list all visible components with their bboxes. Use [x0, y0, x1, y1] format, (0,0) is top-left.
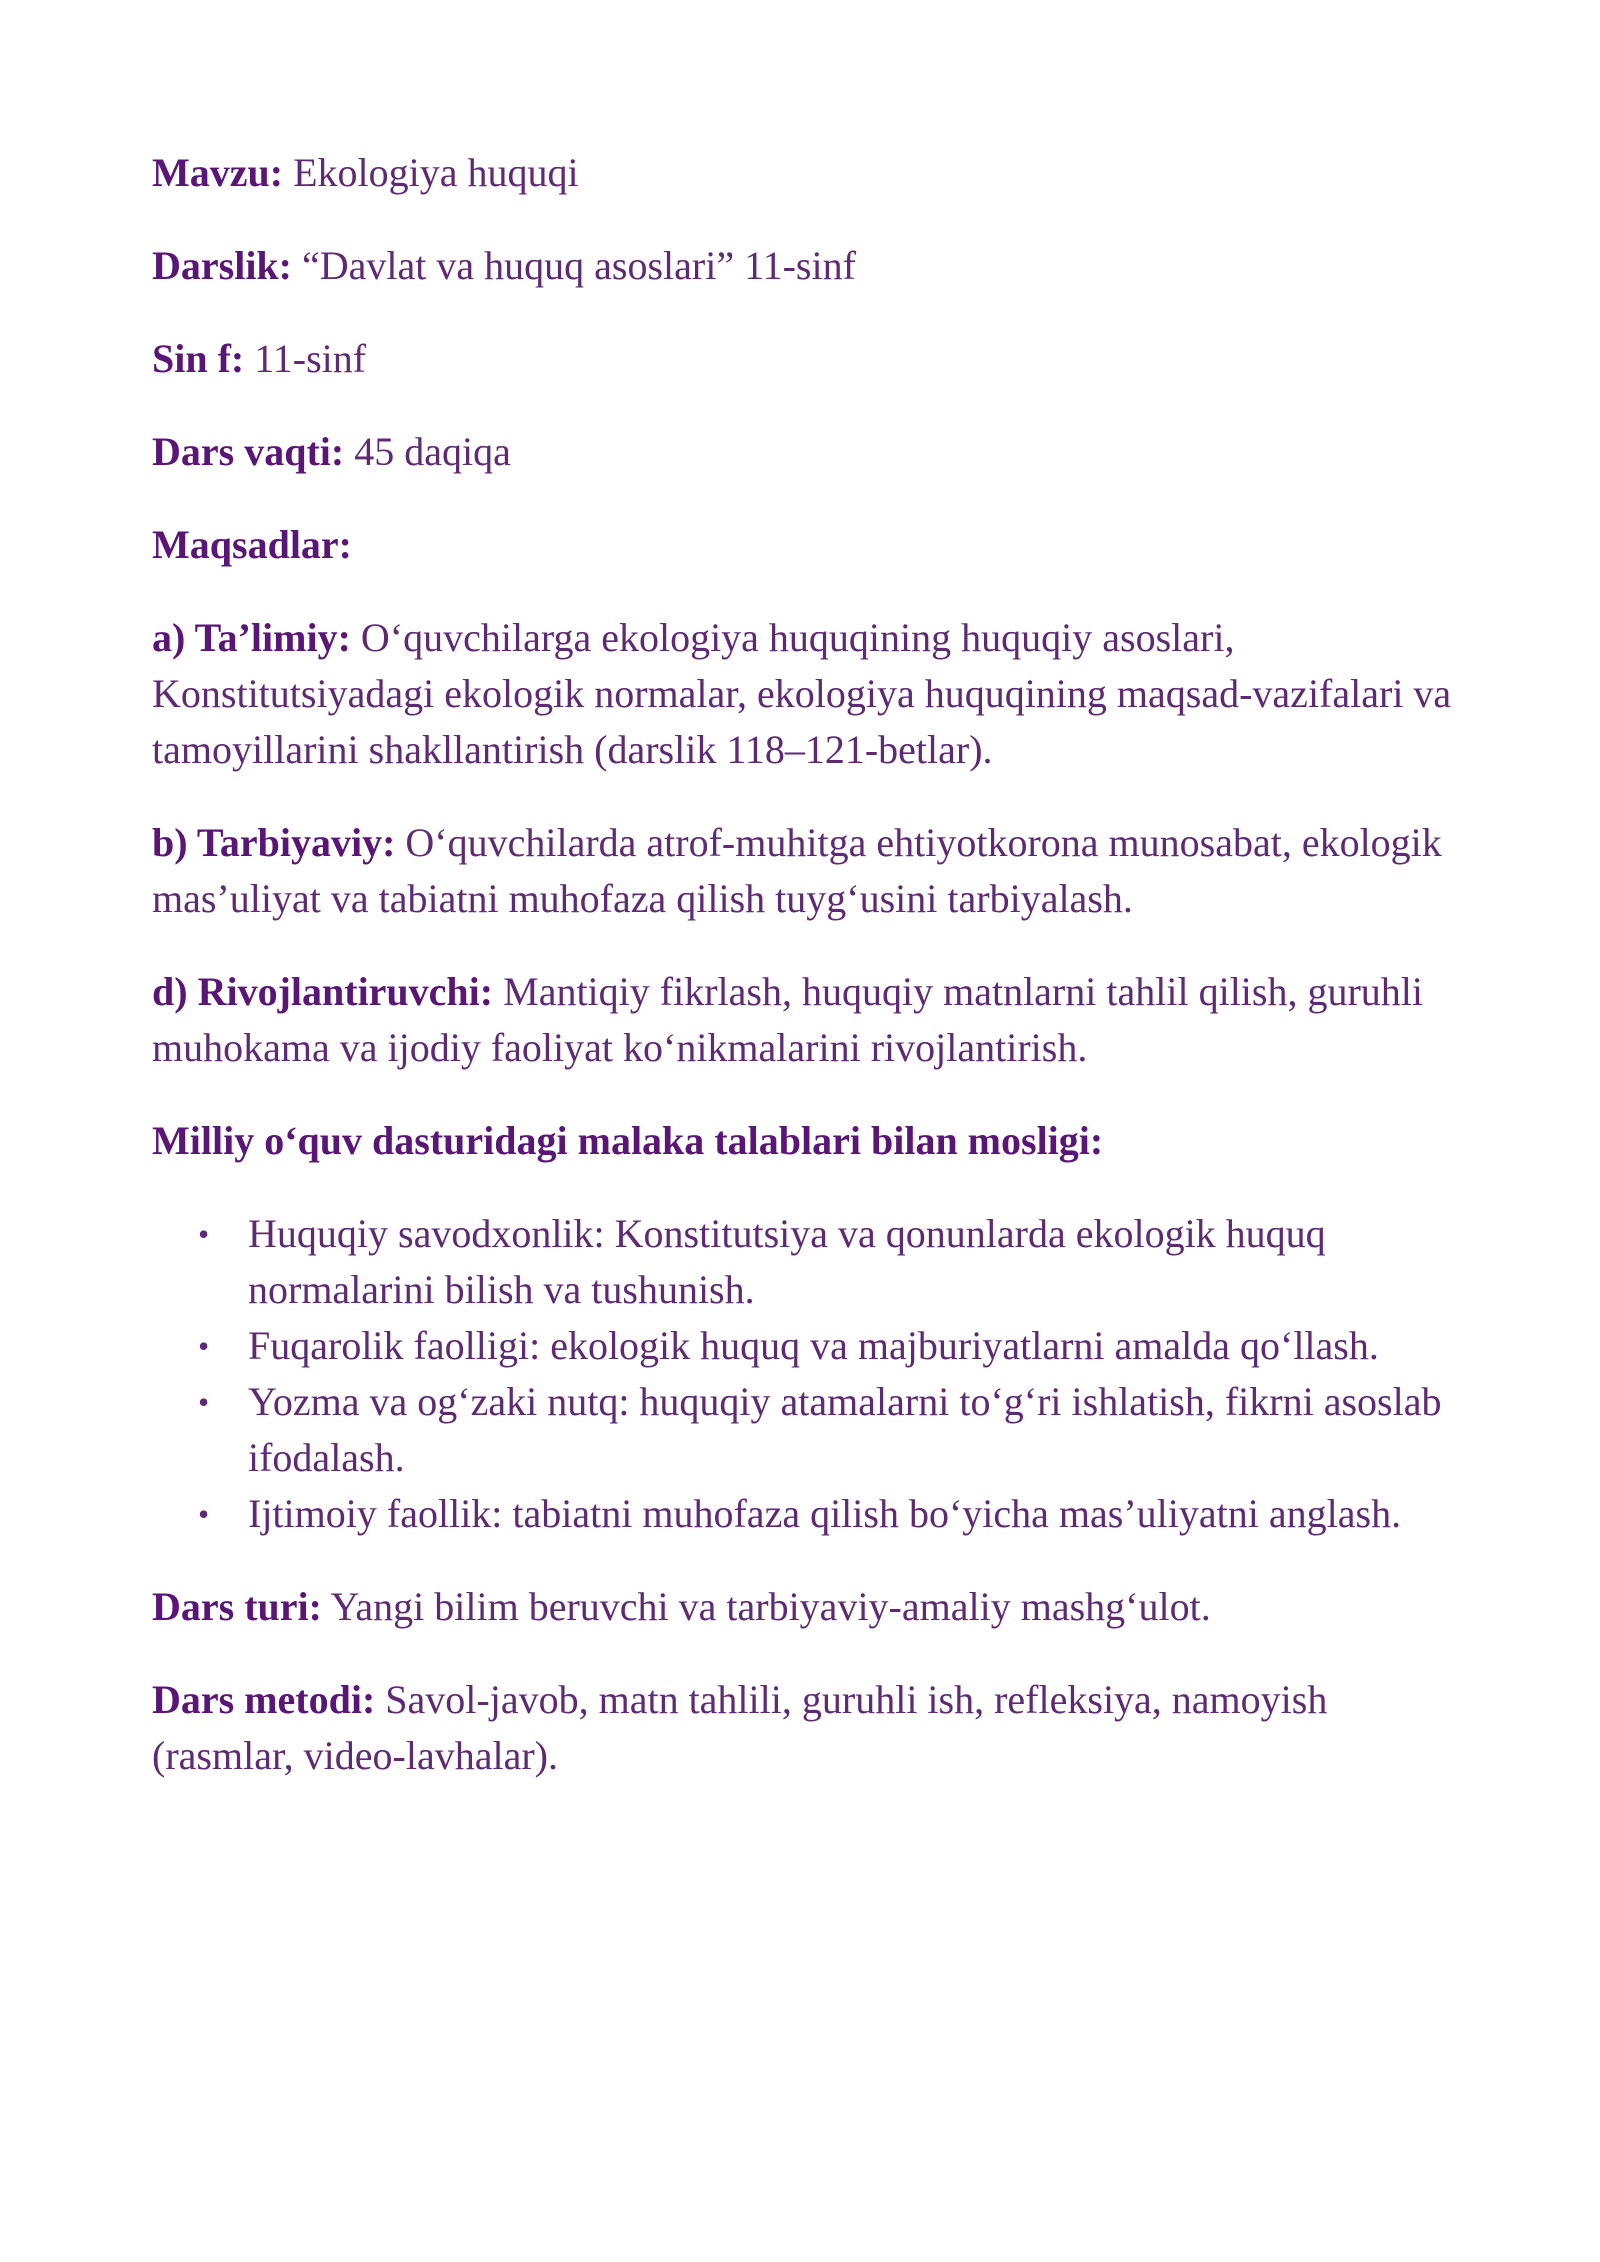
goal-rivojlantiruvchi	[152, 964, 1452, 1076]
document-page	[152, 145, 1452, 1821]
goal-tarbiyaviy-label: b) Tarbiyaviy:	[152, 820, 396, 865]
goal-tarbiyaviy	[152, 815, 1452, 927]
mavzu-line	[152, 145, 1452, 201]
dars-turi-label: Dars turi:	[152, 1584, 322, 1629]
list-item	[152, 1206, 1452, 1318]
mavzu-label: Mavzu:	[152, 150, 284, 195]
dars-vaqti-value: 45 daqiqa	[344, 429, 511, 474]
sinf-line	[152, 331, 1452, 387]
goal-rivojlantiruvchi-label: d) Rivojlantiruvchi:	[152, 969, 494, 1014]
dars-vaqti-line	[152, 424, 1452, 480]
sinf-value: 11-sinf	[244, 336, 367, 381]
list-item-text: Ijtimoiy faollik: tabiatni muhofaza qilish bo‘yicha mas’uliyatni anglash.	[248, 1491, 1402, 1536]
goal-rivojlantiruvchi-text: Mantiqiy fikrlash, huquqiy matnlarni tahlil qilish, guruhli muhokama va ijodiy faoliyat ko‘nikmalarini rivojlantirish.	[152, 969, 1424, 1070]
competency-list	[152, 1206, 1452, 1542]
bullet-icon: •	[198, 1216, 210, 1252]
darslik-value: “Davlat va huquq asoslari” 11-sinf	[292, 243, 856, 288]
bullet-icon: •	[198, 1384, 210, 1420]
darslik-line	[152, 238, 1452, 294]
darslik-label: Darslik:	[152, 243, 292, 288]
list-item-text: Fuqarolik faolligi: ekologik huquq va majburiyatlarni amalda qo‘llash.	[248, 1323, 1379, 1368]
dars-metodi-line	[152, 1672, 1452, 1784]
dars-vaqti-label: Dars vaqti:	[152, 429, 345, 474]
list-item	[152, 1374, 1452, 1486]
dars-metodi-label: Dars metodi:	[152, 1677, 376, 1722]
bullet-icon: •	[198, 1496, 210, 1532]
dars-metodi-value: Savol-javob, matn tahlili, guruhli ish, refleksiya, namoyish (rasmlar, video-lavhalar).	[152, 1677, 1328, 1778]
list-item	[152, 1318, 1452, 1374]
goal-tarbiyaviy-text: O‘quvchilarda atrof-muhitga ehtiyotkorona munosabat, ekologik mas’uliyat va tabiatni muhofaza qilish tuyg‘usini tarbiyalash.	[152, 820, 1442, 921]
mavzu-value: Ekologiya huquqi	[283, 150, 579, 195]
goal-talimiy	[152, 610, 1452, 778]
list-item	[152, 1486, 1452, 1542]
sinf-label: Sin f:	[152, 336, 245, 381]
bullet-icon: •	[198, 1328, 210, 1364]
goal-talimiy-text: O‘quvchilarga ekologiya huquqining huquqiy asoslari, Konstitutsiyadagi ekologik normalar, ekologiya huquqining maqsad-vazifalari va tamoyillarini shakllantirish (darslik 118–121-betlar).	[152, 615, 1452, 772]
dars-turi-value: Yangi bilim beruvchi va tarbiyaviy-amaliy mashg‘ulot.	[321, 1584, 1211, 1629]
goal-talimiy-label: a) Ta’limiy:	[152, 615, 351, 660]
milliy-heading: Milliy o‘quv dasturidagi malaka talablari bilan mosligi:	[152, 1118, 1104, 1163]
list-item-text: Huquqiy savodxonlik: Konstitutsiya va qonunlarda ekologik huquq normalarini bilish va tushunish.	[248, 1211, 1326, 1312]
maqsadlar-heading: Maqsadlar:	[152, 522, 352, 567]
dars-turi-line	[152, 1579, 1452, 1635]
list-item-text: Yozma va og‘zaki nutq: huquqiy atamalarni to‘g‘ri ishlatish, fikrni asoslab ifodalash.	[248, 1379, 1442, 1480]
